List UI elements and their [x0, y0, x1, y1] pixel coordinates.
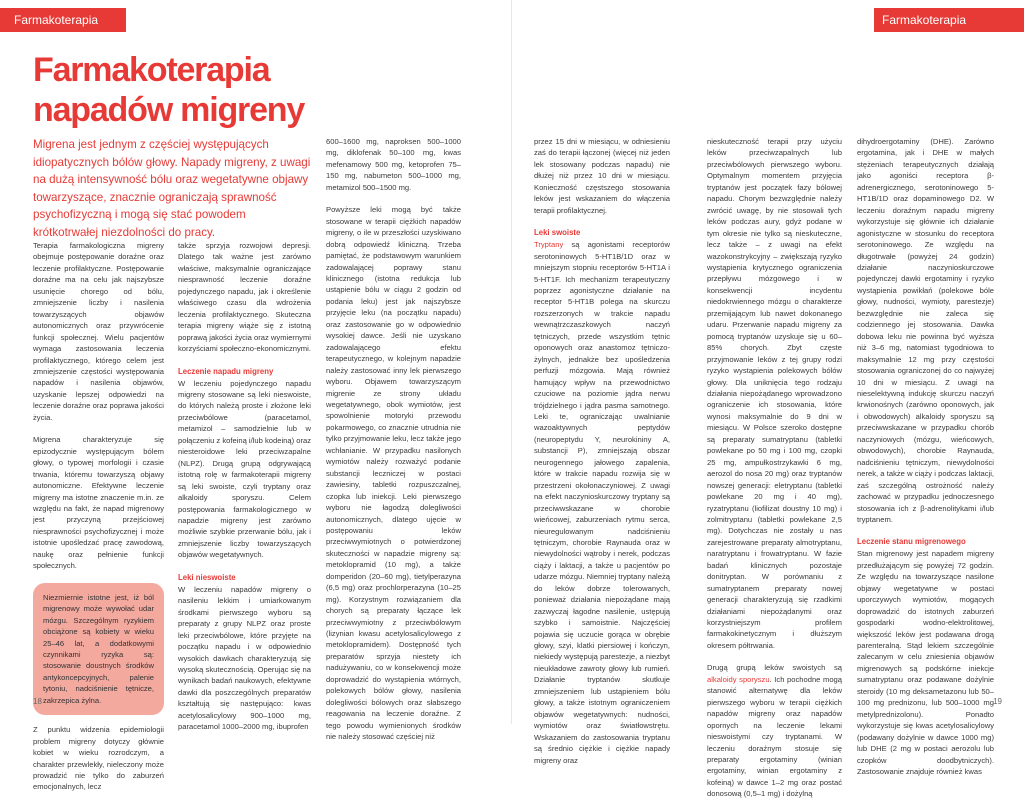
highlight-box: Niezmiernie istotne jest, iż ból migrenowy może wywołać udar mózgu. Szczególnym ryzykiem obciążone są kobiety w wieku 25–46 lat, a dodatkowymi czynnikami ryzyka są: stosowanie doustnych środków antykoncepcyjnych, palenie tytoniu, nadciśnienie tętnicze, zakrzepica żylna.	[33, 583, 164, 716]
right-column-2	[707, 136, 842, 811]
highlighted-term: Tryptany	[534, 240, 564, 250]
paragraph: także sprzyja rozwojowi depresji. Dlatego tak ważne jest zarówno właściwe, maksymalnie ograniczające niesprawność leczenie doraźne pojedynczego napadu, jak i określenie właściwego czasu dla wdrożenia leczenia profilaktycznego. Skuteczna terapia migreny wiąże się z istotną poprawą jakości życia oraz wymiernymi korzyściami społeczno-ekonomicznymi.	[178, 241, 311, 354]
paragraph: W leczeniu pojedynczego napadu migreny stosowane są leki nieswoiste, do których należą proste i złożone leki przeciwbólowe (paracetamol, metamizol – samodzielnie lub w połączeniu z kofeiną i/lub kodeiną) oraz niesteroidowe leki przeciwzapalne (NLPZ). Drugą grupą odgrywającą istotną rolę w farmakoterapii migreny są leki swoiste, czyli tryptany oraz alkaloidy sporyszu. Celem postępowania farmakologicznego w napadzie migreny jest zarówno możliwie szybkie przerwanie bólu, jak i zmniejszenie liczby towarzyszących objawów wegetatywnych.	[178, 378, 311, 560]
left-column-1	[33, 240, 164, 804]
paragraph: przez 15 dni w miesiącu, w odniesieniu zaś do terapii łączonej (więcej niż jeden lek stosowany podczas napadu) nie dłużej niż przez 10 dni w miesiącu. Konieczność częstszego stosowania leków jest wskazaniem do włączenia terapii profilaktycznej.	[534, 137, 670, 215]
paragraph: 600–1600 mg, naproksen 500–1000 mg, diklofenak 50–100 mg, kwas mefenamowy 500 mg, ketoprofen 75–150 mg, nabumeton 500–1000 mg, metamizol 500–1500 mg.	[326, 137, 461, 192]
paragraph-text: są agonistami receptorów serotoninowych 5-HT1B/1D oraz w mniejszym stopniu receptorów 5-HT1A i 5-HT1F. Ich mechanizm terapeutyczny poprzez agonistyczne działanie na receptor 5-HT1B polega na skurczu rozszerzonych w trakcie napadu wewnątrzczaszkowych naczyń tętniczych, przede wszystkim tętnic oponowych oraz anastomoz tętniczo-żylnych, jednakże bez upośledzenia perfuzji mózgowia. Mają również hamujący wpływ na przewodnictwo czuciowe na poziomie jądra nerwu trójdzielnego i jądra pasma samotnego. Leki te, ograniczając uwalnianie wazoaktywnych peptydów (neuropeptydu Y, neurokininy A, substancji P), zmniejszają obszar neurogennego jałowego zapalenia, które w trakcie napadu rozwija się w przestrzeni okołonaczyniowej. Z uwagi na efekt naczynioskurczowy tryptany są przeciwwskazane w chorobie wieńcowej, zaburzeniach rytmu serca, nieuregulowanym nadciśnieniu tętniczym, chorobie Raynauda oraz w niewydolności wątroby i nerek, podczas ciąży i laktacji, a także u pacjentów po udarze mózgu. Niemniej tryptany należą do leków dobrze tolerowanych, ponieważ działania niepożądane mają zazwyczaj łagodne nasilenie, ustępują szybko i samoistnie. Najczęściej pojawia się uczucie gorąca w obrębie głowy, szyi, klatki piersiowej i kończyn, niekiedy występują parestezje, a niezbyt nieukładowe zawroty głowy lub rumień. Działanie tryptanów skutkuje zmniejszeniem lub ustąpieniem bólu głowy, a także istotnym ograniczeniem objawów wegetatywnych: nudności, wymiotów oraz światłowstrętu. Wskazaniem do zastosowania tryptanu są średnio ciężkie i ciężkie napady migreny oraz	[534, 240, 670, 765]
section-heading: Leki nieswoiste	[178, 572, 236, 582]
right-column-3	[857, 136, 994, 788]
section-heading: Leki swoiste	[534, 228, 581, 238]
left-column-3	[326, 136, 461, 754]
section-tag-left: Farmakoterapia	[0, 8, 126, 32]
paragraph	[534, 239, 670, 766]
section-heading: Leczenie stanu migrenowego	[857, 537, 966, 547]
paragraph: Migrena charakteryzuje się epizodycznie występującym bólem głowy, o typowej morfologii i czasie trwania, któremu towarzyszą objawy autonomiczne. Efektywne leczenie migreny ma istotne znaczenie m.in. ze względu na fakt, że napad migrenowy jest przyczyną przejściowej niesprawności psychofizycznej i może istotnie upośledzać pracę zawodową, naukę oraz pełnienie funkcji społecznych.	[33, 435, 164, 571]
paragraph: nieskuteczność terapii przy użyciu leków przeciwzapalnych lub przeciwbólowych pierwszego wyboru. Optymalnym momentem przyjęcia tryptanów jest początek fazy bólowej napadu. Chorym bezwzględnie należy zwrócić uwagę, by nie stosowali tych leków podczas aury, gdyż podane w tym okresie nie tylko są nieskuteczne, lecz także – z uwagi na efekt wazokonstrykcyjny – zwiększają ryzyko wystąpienia krytycznego ograniczenia przepływu mózgowego i w konsekwencji incydentu niedokrwiennego mózgu o charakterze przemijającym lub nawet dokonanego udaru. Przerwanie napadu migreny za pomocą tryptanów uzyskuje się u 60–85% chorych. Zbyt częste przyjmowanie leków z tej grupy rodzi ryzyko wystąpienia polekowych bólów głowy. Dla uniknięcia tego rodzaju działania niepożądanego wprowadzono ograniczenie ich stosowania, które wynosi maksymalnie do 9 dni w miesiącu. W Polsce szeroko dostępne są preparaty sumatryptanu (tabletki powlekane po 50 mg i 100 mg, czopki 25 mg, ampułkostrzykawki 6 mg, aerozol do nosa 20 mg) oraz tryptanów nowszej generacji: eletryptanu (tabletki powlekane 20 mg i 40 mg), ryzatryptanu (liofilizat doustny 10 mg) i zolmitryptanu (tabletki powlekane 2,5 mg). Dotychczas nie zostały u nas zarejestrowane preparaty almotryptanu, naratryptanu i frowatryptanu. W fazie badań klinicznych pozostaje donitryptan. W porównaniu z sumatryptanem preparaty nowej generacji charakteryzują się rzadkimi działaniami niepożądanymi oraz korzystniejszym profilem farmakokinetycznym i dłuższym okresem półtrwania.	[707, 137, 842, 650]
paragraph: Stan migrenowy jest napadem migreny przedłużającym się powyżej 72 godzin. Ze względu na towarzyszące nasilone objawy wegetatywne w postaci uporczywych wymiotów, mogących doprowadzić do istotnych zaburzeń gospodarki wodno-elektrolitowej, większość leków jest podawana drogą parenteralną. Stąd lekiem szczególnie zalecanym w celu zniesienia objawów migrenowych są podskórne iniekcje sumatryptanu oraz podawane dożylnie steroidy (10 mg deksametazonu lub 50–100 mg prednizonu, lub 500–1000 mg metylprednizolonu). Ponadto wykorzystuje się kwas acetylosalicylowy (podawany dożylnie w dawce 1000 mg) lub DHE (2 mg w postaci aerozolu lub czopków doodbytniczych). Zastosowanie znajduje również kwas	[857, 549, 994, 777]
right-column-1	[534, 136, 670, 777]
right-page	[512, 0, 1024, 799]
paragraph	[707, 662, 842, 799]
paragraph: dihydroergotaminy (DHE). Zarówno ergotamina, jak i DHE w małych stężeniach terapeutycznych działają jako agoniści receptora β-adrenergicznego, serotoninowego 5-HT1B/1D oraz dopaminowego D2. W leczeniu doraźnym napadu migreny wykorzystuje się głównie ich działanie agonistyczne w stosunku do receptora serotoninowego. Ze względu na długotrwałe (powyżej 24 godzin) działanie naczynioskurczowe pojedynczej dawki ergotaminy i ryzyko wystąpienia powikłań (polekowe bóle głowy, nudności, wymioty, parestezje) bezwzględnie nie zaleca się codziennego jej stosowania. Dawka dobowa leku nie powinna być wyższa niż 3–6 mg, natomiast tygodniowa to maksymalnie 12 mg przy częstości stosowania ograniczonej do co najwyżej 10 dni w miesiącu. Z uwagi na nieselektywną indukcję skurczu naczyń krwionośnych (zarówno oponowych, jak i obwodowych) alkaloidy sporyszu są przeciwwskazane w przypadku chorób naczyniowych (mózgu, wieńcowych, obwodowych), chorobie Raynauda, nadciśnieniu tętniczym, niewydolności nerek, a także w ciąży i podczas laktacji, zaś szczególną ostrożność należy zachować w przypadku jednoczesnego stosowania ich z β-adrenolitykami i/lub tryptanem.	[857, 137, 994, 524]
highlighted-term: alkaloidy sporyszu	[707, 674, 770, 684]
page-number-right: 19	[993, 697, 1002, 706]
paragraph-text: . Ich pochodne mogą stanowić alternatywę dla leków pierwszego wyboru w terapii ciężkich napadów migreny oraz napadów opornych na leczenie lekami nieswoistymi czy tryptanami. W leczeniu doraźnym stosuje się preparaty ergotaminy (winian ergotaminy, winian ergotaminy z kofeiną) w dawce 1–2 mg oraz postać donosową (0,5–1 mg) i dożylną	[707, 674, 842, 799]
section-tag-right: Farmakoterapia	[874, 8, 1024, 32]
left-page	[0, 0, 512, 792]
article-lead: Migrena jest jednym z częściej występujących idiopatycznych bólów głowy. Napady migreny, z uwagi na dużą intensywność bólu oraz wegetatywne objawy towarzyszące, znacznie ograniczają sprawność psychofizyczną i mogą się stać powodem krótkotrwałej niezdolności do pracy.	[33, 138, 311, 239]
title-line-2: napadów migreny	[33, 91, 305, 129]
left-column-2	[178, 240, 311, 744]
title-line-1: Farmakoterapia	[33, 51, 270, 89]
paragraph-text: Drugą grupą leków swoistych są	[707, 663, 842, 673]
page-number-left: 18	[33, 697, 42, 706]
paragraph: Terapia farmakologiczna migreny obejmuje postępowanie doraźne oraz leczenie profilaktyczne. Postępowanie doraźne ma na celu jak najszybsze usunięcie chorego od bólu, zmniejszenie liczby i nasilenia towarzyszących objawów autonomicznych oraz przywrócenie funkcji społecznej. Wielu pacjentów wymaga zastosowania leczenia profilaktycznego, którego celem jest zmniejszenie częstości występowania napadów i nasilenia objawów, uzyskanie lepszej odpowiedzi na leczenie doraźne oraz poprawa jakości życia.	[33, 241, 164, 422]
section-heading: Leczenie napadu migreny	[178, 366, 274, 376]
article-title	[33, 50, 433, 130]
paragraph: Z punktu widzenia epidemiologii problem migreny dotyczy głównie kobiet w wieku rozrodczym, a charakter przewlekły, nieleczony może prowadzić nie tylko do zaburzeń emocjonalnych, lecz	[33, 725, 164, 792]
paragraph: Powyższe leki mogą być także stosowane w terapii ciężkich napadów migreny, o ile w przeszłości uzyskiwano dobrą odpowiedź kliniczną. Trzeba pamiętać, że podstawowym warunkiem zadowalającej poprawy stanu klinicznego (istotna redukcja lub ustąpienie bólu w ciągu 2 godzin od podania leku) jest jak najszybsze przyjęcie leku (na początku napadu) oraz zastosowanie go w odpowiednio wysokiej dawce. Jeśli nie uzyskano zadowalającego efektu terapeutycznego, w kolejnym napadzie należy zastosować inny lek pierwszego wyboru. Objawem towarzyszącym migrenie ze strony układu wegetatywnego, obok wymiotów, jest spowolnienie motoryki przewodu pokarmowego, co znacznie utrudnia nie tylko przyjmowanie leku, lecz także jego wchłanianie. W przypadku nasilonych wymiotów należy rozważyć podanie substancji leczniczej w postaci zawiesiny, tabletki rozpuszczalnej, czopka lub iniekcji. Leki pierwszego wyboru nie łagodzą dolegliwości autonomicznych, dlatego ujęcie w postępowaniu leków przeciwwymiotnych o potwierdzonej skuteczności w napadzie migreny są: metoklopramid (10 mg), a także domperidon (20–60 mg), tietylperazyna (6,5 mg) oraz prochlorperazyna (10–25 mg). Korzystnym rozwiązaniem dla chorych są preparaty łączące lek przeciwwymiotny z przeciwbólowym (lizynian kwasu acetylosalicylowego z metoklopramidem). Dostępność tych preparatów sprzyja niestety ich nadużywaniu, co w konsekwencji może doprowadzić do wystąpienia wtórnych, polekowych bólów głowy, nasilenia dolegliwości bólowych oraz słabszego reagowania na leczenie doraźne. Z tego powodu wymienionych środków nie należy stosować częściej niż	[326, 205, 461, 742]
paragraph: W leczeniu napadów migreny o nasileniu lekkim i umiarkowanym środkami pierwszego wyboru są preparaty z grupy NLPZ oraz proste leki przeciwbólowe, które przyjęte na początku napadu i w odpowiednio wysokich dawkach charakteryzują się wysoką skutecznością. Operując się na wynikach badań naukowych, efektywne dawki dla poszczególnych preparatów kształtują się następująco: kwas acetylosalicylowy 900–1000 mg, paracetamol 1000–2000 mg, ibuprofen	[178, 584, 311, 732]
